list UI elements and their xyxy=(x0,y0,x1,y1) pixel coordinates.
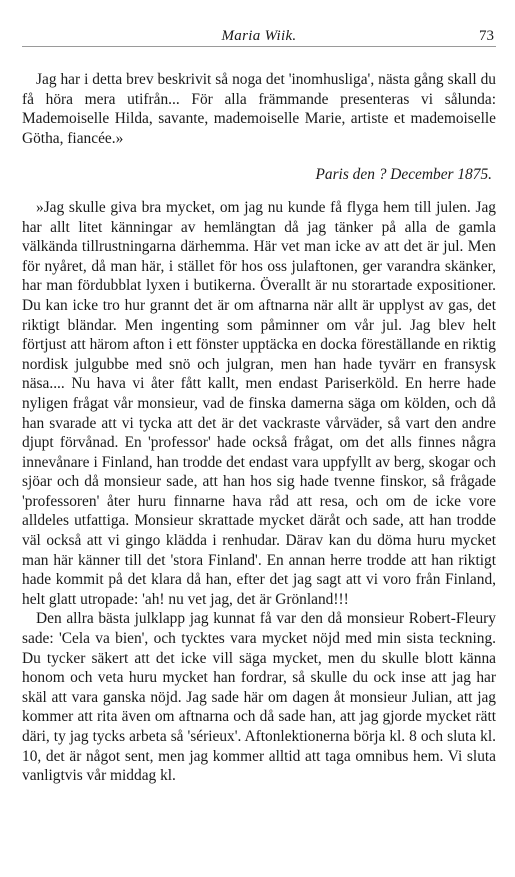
page-body xyxy=(22,70,496,786)
running-title: Maria Wiik. xyxy=(221,28,297,44)
paragraph-letter-closing: Jag har i detta brev beskrivit så noga det 'inomhusliga', nästa gång skall du få höra mera utifrån... För alla främmande presenteras vi sålunda: Mademoiselle Hilda, savante, mademoiselle Marie, artiste et mademoiselle Götha, fiancée.» xyxy=(22,71,496,147)
paragraph-letter-body: »Jag skulle giva bra mycket, om jag nu kunde få flyga hem till julen. Jag har allt litet känningar av hemlängtan då jag tänker på alla de gamla välkända tillrustningarna därhemma. Här vet man icke av att det är jul. Men för nyåret, då man här, i stället för hos oss julaftonen, ger varandra skänker, har man fördubblat lyxen i butikerna. Överallt är nu storartade expositioner. Du kan icke tro hur grannt det är om aftnarna när allt är upplyst av gas, det riktigt bländar. Men ingenting som påminner om vår jul. Jag blev helt förtjust att härom afton i ett fönster upptäcka en docka föreställande en riktig nordisk julgubbe med snö och julgran, men han hade tyvärr en fransysk näsa.... Nu hava vi åter fått kallt, men endast Pariserköld. En herre hade nyligen frågat vår monsieur, vad de finska damerna säga om kölden, och då han svarade att vi tycka att det är det vackraste vårväder, så vart den andre djupt förvånad. En 'professor' hade också frågat, om det alls finnes några innevånare i Finland, han trodde det endast vara uppfyllt av berg, skogar och sjöar och då monsieur sade, att han hos sig hade tvenne finskor, så frågade 'professoren' åter huru finnarne hava råd att resa, och om de icke vore alldeles utfattiga. Monsieur skrattade mycket däråt och sade, att han trodde väl också att vi gingo klädda i renhudar. Därav kan du döma huru mycket man här känner till det 'stora Finland'. En annan herre trodde att han riktigt hade kommit på det klara då han, efter det jag sagt att vi voro från Finland, helt glatt utropade: 'ah! nu vet jag, det är Grönland!!! xyxy=(22,198,496,608)
page-header xyxy=(22,26,496,47)
page-number: 73 xyxy=(479,28,494,44)
letter-dateline: Paris den ? December 1875. xyxy=(315,166,492,184)
paragraph-christmas-gift: Den allra bästa julklapp jag kunnat få var den då monsieur Robert-Fleury sade: 'Cela va bien', och tycktes vara mycket nöjd med min sista teckning. Du tycker säkert att det icke vill säga mycket, men du skulle blott känna honom och veta huru mycket han fordrar, så skulle du ock inse att jag har skäl att vara ganska nöjd. Jag sade här om dagen åt monsieur Julian, att jag kommer att rita även om aftnarna och då sade han, att jag gjorde mycket rätt däri, ty jag tycks arbeta så 'sérieux'. Aftonlektionerna börja kl. 8 och sluta kl. 10, det är något sent, men jag kommer alltid att taga omnibus hem. Vi sluta vanligtvis vår middag kl. xyxy=(22,610,496,785)
